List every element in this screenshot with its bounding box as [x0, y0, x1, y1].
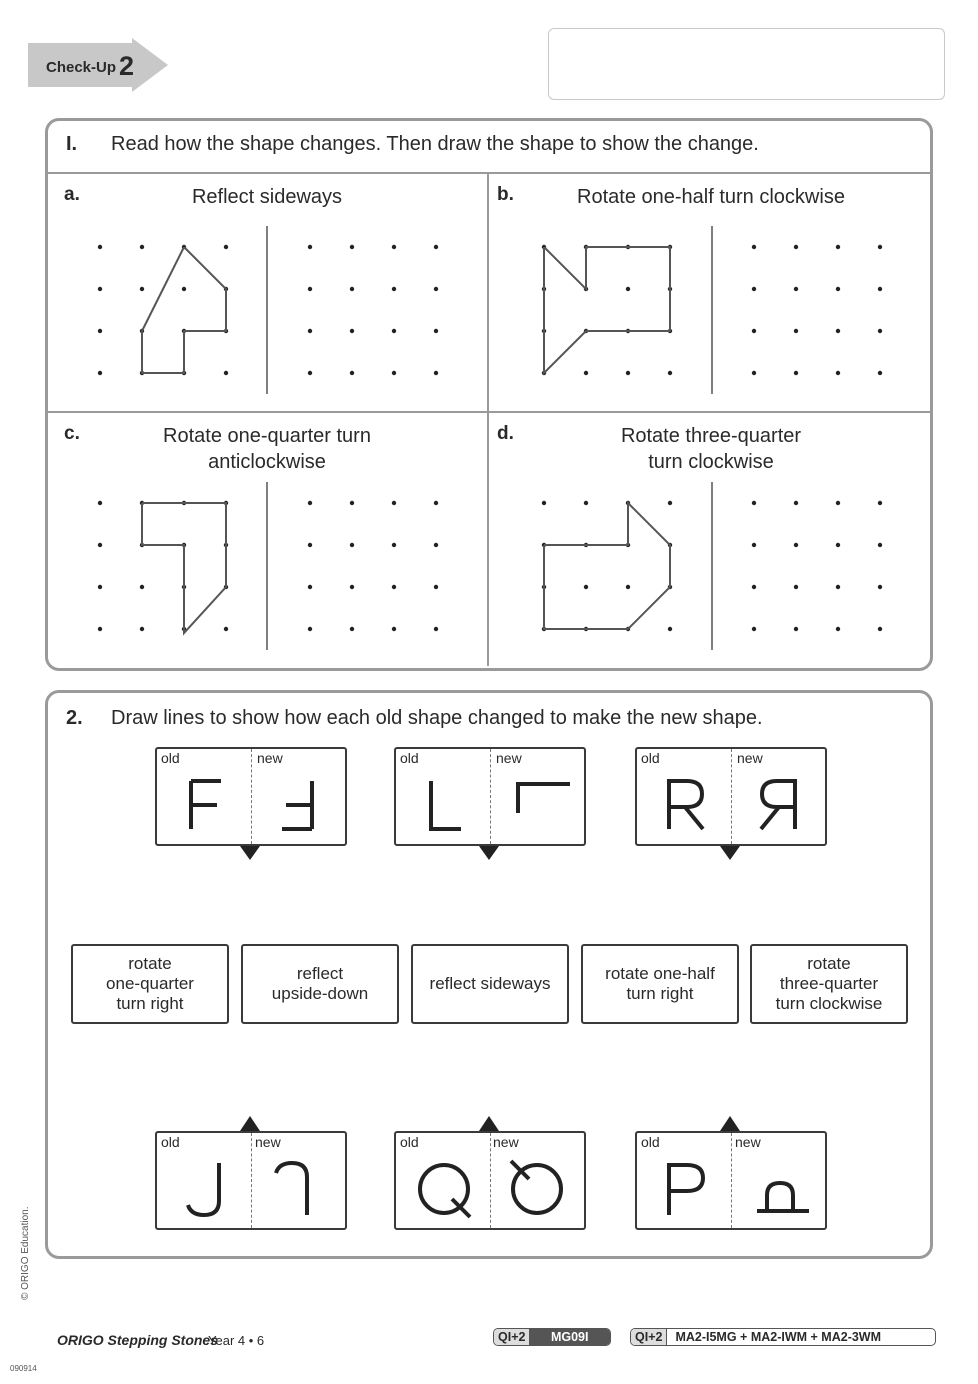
- grid-dot: [350, 287, 354, 291]
- grid-dot: [392, 501, 396, 505]
- old-label: old: [400, 750, 419, 766]
- grid-dot: [668, 627, 672, 631]
- document-code: 090914: [10, 1364, 37, 1373]
- card-f: [155, 747, 347, 846]
- grid-dot: [794, 329, 798, 333]
- part-d-title: Rotate three-quarter turn clockwise: [620, 425, 802, 473]
- grid-dot: [140, 585, 144, 589]
- part-c-letter: c.: [64, 423, 80, 444]
- card-p: [635, 1131, 827, 1230]
- grid-dot: [350, 371, 354, 375]
- grid-dot: [836, 329, 840, 333]
- grid-dot: [98, 627, 102, 631]
- part-b-letter: b.: [497, 184, 514, 205]
- grid-dot: [308, 371, 312, 375]
- grid-dot: [794, 245, 798, 249]
- pointer-up-icon: [240, 1116, 260, 1131]
- grid-dot: [140, 287, 144, 291]
- old-label: old: [641, 750, 660, 766]
- l-shapes: [396, 749, 584, 844]
- grid-dot: [836, 371, 840, 375]
- grid-dot: [878, 329, 882, 333]
- grid-dot: [752, 245, 756, 249]
- grid-dot: [434, 543, 438, 547]
- footer-year: Year 4 • 6: [208, 1333, 265, 1348]
- grid-dot: [392, 543, 396, 547]
- grid-dot: [836, 287, 840, 291]
- grid-dot: [98, 329, 102, 333]
- grid-dot: [626, 287, 630, 291]
- grid-dot: [584, 501, 588, 505]
- grid-dot: [836, 543, 840, 547]
- grid-dot: [794, 627, 798, 631]
- option-rotate-three-quarter[interactable]: [750, 944, 908, 1024]
- grid-dot: [308, 585, 312, 589]
- grid-dot: [392, 245, 396, 249]
- grid-dot: [752, 287, 756, 291]
- grid-dot: [98, 287, 102, 291]
- grid-dot: [668, 371, 672, 375]
- grid-dot: [434, 585, 438, 589]
- grid-dot: [98, 371, 102, 375]
- option-reflect-sideways[interactable]: [411, 944, 569, 1024]
- badge-2-left: QI+2: [631, 1329, 667, 1345]
- grid-dot: [98, 543, 102, 547]
- grid-dot: [392, 329, 396, 333]
- grid-dot: [794, 287, 798, 291]
- grid-dot: [752, 627, 756, 631]
- grid-dot: [434, 627, 438, 631]
- option-rotate-half-right[interactable]: [581, 944, 739, 1024]
- new-label: new: [496, 750, 522, 766]
- j-shapes: [157, 1133, 345, 1228]
- grid-dot: [626, 371, 630, 375]
- footer-badge-1: [493, 1328, 611, 1346]
- grid-dot: [308, 329, 312, 333]
- question-1-number: I.: [66, 133, 78, 155]
- new-label: new: [737, 750, 763, 766]
- part-d-shape: [544, 503, 670, 629]
- part-a-shape: [142, 247, 226, 373]
- footer-brand: ORIGO Stepping Stones: [57, 1332, 219, 1348]
- grid-dot: [836, 501, 840, 505]
- grid-dot: [140, 245, 144, 249]
- part-b-title: Rotate one-half turn clockwise: [577, 186, 845, 208]
- old-label: old: [641, 1134, 660, 1150]
- option-text: rotate three-quarter turn clockwise: [775, 954, 883, 1013]
- question-2-number: 2.: [66, 707, 83, 729]
- grid-dot: [878, 501, 882, 505]
- grid-dot: [752, 371, 756, 375]
- grid-dot: [350, 543, 354, 547]
- copyright: © ORIGO Education.: [20, 1206, 31, 1300]
- r-shapes: [637, 749, 825, 844]
- grid-dot: [434, 329, 438, 333]
- part-c-title: Rotate one-quarter turn anticlockwise: [163, 425, 371, 473]
- grid-dot: [308, 627, 312, 631]
- pointer-down-icon: [720, 846, 740, 860]
- grid-dot: [224, 627, 228, 631]
- pointer-down-icon: [240, 846, 260, 860]
- grid-dot: [878, 585, 882, 589]
- grid-dot: [878, 627, 882, 631]
- grid-dot: [140, 627, 144, 631]
- option-rotate-quarter-right[interactable]: [71, 944, 229, 1024]
- card-q: [394, 1131, 586, 1230]
- grid-dot: [794, 501, 798, 505]
- grid-dot: [878, 287, 882, 291]
- grid-dot: [836, 245, 840, 249]
- new-label: new: [735, 1134, 761, 1150]
- grid-dot: [182, 287, 186, 291]
- grid-dot: [308, 245, 312, 249]
- grid-dot: [434, 245, 438, 249]
- grid-dot: [752, 329, 756, 333]
- grid-dot: [794, 585, 798, 589]
- new-label: new: [257, 750, 283, 766]
- grid-dot: [224, 371, 228, 375]
- grid-dot: [350, 245, 354, 249]
- question-1-instruction: Read how the shape changes. Then draw the shape to show the change.: [111, 133, 759, 155]
- grid-dot: [392, 371, 396, 375]
- question-2-instruction: Draw lines to show how each old shape changed to make the new shape.: [111, 707, 763, 729]
- grid-dot: [752, 501, 756, 505]
- grid-dot: [836, 627, 840, 631]
- part-b-shape: [544, 247, 670, 373]
- check-up-number: 2: [119, 51, 135, 81]
- part-a-title: Reflect sideways: [191, 186, 343, 208]
- grid-dot: [98, 501, 102, 505]
- part-c-shape: [142, 503, 226, 633]
- q-shapes: [396, 1133, 584, 1228]
- grid-dot: [350, 585, 354, 589]
- footer-badge-2: [630, 1328, 936, 1346]
- option-text: rotate one-quarter turn right: [106, 954, 194, 1013]
- pointer-up-icon: [479, 1116, 499, 1131]
- part-a-letter: a.: [64, 184, 80, 205]
- option-text: reflect upside-down: [271, 964, 369, 1003]
- badge-1-right: MG09I: [529, 1329, 610, 1345]
- grid-dot: [392, 627, 396, 631]
- old-label: old: [400, 1134, 419, 1150]
- grid-dot: [350, 501, 354, 505]
- p-shapes: [637, 1133, 825, 1228]
- option-reflect-upside-down[interactable]: [241, 944, 399, 1024]
- grid-dot: [584, 585, 588, 589]
- old-label: old: [161, 1134, 180, 1150]
- grid-dot: [668, 501, 672, 505]
- grid-dot: [626, 585, 630, 589]
- top-card-pointers: [0, 842, 978, 872]
- grid-dot: [308, 543, 312, 547]
- option-text: reflect sideways: [429, 974, 551, 993]
- grid-dot: [224, 245, 228, 249]
- card-j: [155, 1131, 347, 1230]
- grid-dot: [350, 329, 354, 333]
- grid-dot: [878, 543, 882, 547]
- grid-dot: [350, 627, 354, 631]
- grid-dot: [794, 543, 798, 547]
- check-up-text: Check-Up: [46, 59, 117, 76]
- grid-dot: [392, 287, 396, 291]
- grid-dot: [308, 501, 312, 505]
- grid-dot: [98, 585, 102, 589]
- grid-dot: [434, 287, 438, 291]
- option-text: rotate one-half turn right: [605, 964, 715, 1003]
- part-d-letter: d.: [497, 423, 514, 444]
- grid-dot: [392, 585, 396, 589]
- card-l: [394, 747, 586, 846]
- grid-dot: [752, 585, 756, 589]
- grid-dot: [434, 371, 438, 375]
- f-shapes: [157, 749, 345, 844]
- badge-1-left: QI+2: [494, 1329, 529, 1345]
- grid-dot: [584, 371, 588, 375]
- old-label: old: [161, 750, 180, 766]
- pointer-up-icon: [720, 1116, 740, 1131]
- grid-dot: [794, 371, 798, 375]
- grid-dot: [434, 501, 438, 505]
- card-r: [635, 747, 827, 846]
- pointer-down-icon: [479, 846, 499, 860]
- new-label: new: [493, 1134, 519, 1150]
- new-label: new: [255, 1134, 281, 1150]
- grid-dot: [878, 245, 882, 249]
- grid-dot: [878, 371, 882, 375]
- grid-dot: [98, 245, 102, 249]
- badge-2-right: MA2-I5MG + MA2-IWM + MA2-3WM: [675, 1330, 882, 1344]
- grid-dot: [542, 501, 546, 505]
- grid-dot: [308, 287, 312, 291]
- grid-dot: [836, 585, 840, 589]
- grid-dot: [752, 543, 756, 547]
